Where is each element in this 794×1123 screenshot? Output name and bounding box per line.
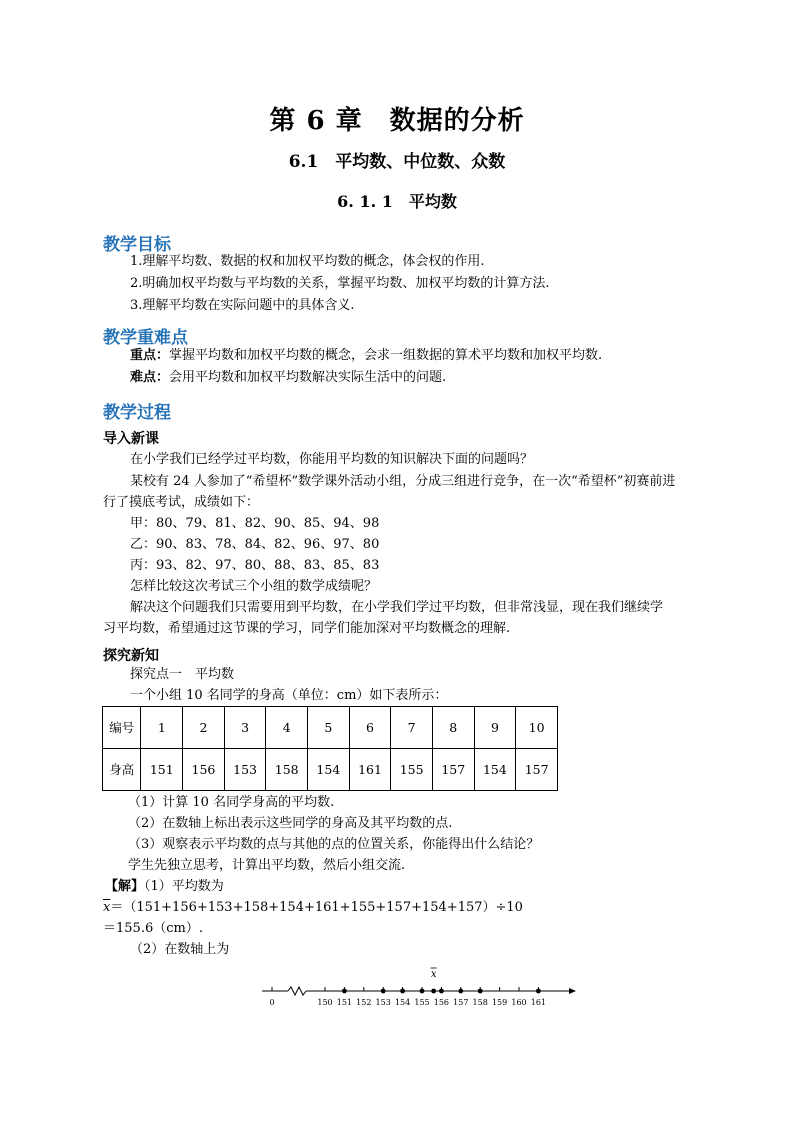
table-cell: 154 bbox=[474, 749, 516, 791]
data-point bbox=[478, 989, 483, 994]
table-cell: 155 bbox=[391, 749, 433, 791]
tick-label: 156 bbox=[433, 998, 450, 1007]
key-point bbox=[130, 346, 602, 366]
tick-label: 150 bbox=[317, 998, 333, 1007]
intro-line: 行了摸底考试，成绩如下： bbox=[103, 495, 260, 510]
data-point bbox=[458, 989, 463, 994]
table-cell: 158 bbox=[266, 749, 308, 791]
table-cell: 7 bbox=[391, 707, 433, 749]
table-cell: 153 bbox=[224, 749, 266, 791]
score-row-bing: 丙：93、82、97、80、88、83、85、83 bbox=[130, 558, 380, 573]
table-cell: 9 bbox=[474, 707, 516, 749]
data-point bbox=[400, 989, 405, 994]
goal-item: 3.理解平均数在实际问题中的具体含义. bbox=[130, 298, 355, 313]
table-intro: 一个小组 10 名同学的身高（单位：cm）如下表所示： bbox=[130, 688, 448, 703]
tick-label: 155 bbox=[414, 998, 430, 1007]
goal-item: 2.明确加权平均数与平均数的关系，掌握平均数、加权平均数的计算方法. bbox=[130, 276, 550, 291]
data-point bbox=[439, 989, 444, 994]
table-cell: 154 bbox=[308, 749, 350, 791]
goal-item: 1.理解平均数、数据的权和加权平均数的概念，体会权的作用. bbox=[130, 254, 485, 269]
table-cell: 156 bbox=[183, 749, 225, 791]
tick-label: 153 bbox=[375, 998, 391, 1007]
explore-heading: 探究新知 bbox=[103, 648, 159, 664]
intro-line: 某校有 24 人参加了“希望杯”数学课外活动小组，分成三组进行竞争，在一次“希望杯”初赛前进 bbox=[130, 474, 676, 489]
difficult-point bbox=[130, 368, 446, 388]
row-label-height: 身高 bbox=[103, 749, 141, 791]
key-text: 掌握平均数和加权平均数的概念，会求一组数据的算术平均数和加权平均数. bbox=[169, 348, 603, 363]
intro-line: 解决这个问题我们只需要用到平均数，在小学我们学过平均数，但非常浅显，现在我们继续学 bbox=[130, 600, 664, 615]
table-cell: 2 bbox=[183, 707, 225, 749]
table-row bbox=[103, 749, 558, 791]
solution-formula: ＝（151+156+153+158+154+161+155+157+154+157）÷10 bbox=[110, 900, 523, 915]
solution-text: （1）平均数为 bbox=[144, 879, 224, 894]
tick-label: 0 bbox=[269, 998, 275, 1007]
data-point bbox=[420, 989, 425, 994]
instruction: 学生先独立思考，计算出平均数，然后小组交流. bbox=[128, 858, 406, 873]
table-cell: 6 bbox=[349, 707, 391, 749]
intro-line: 在小学我们已经学过平均数，你能用平均数的知识解决下面的问题吗？ bbox=[130, 452, 534, 467]
chapter-title: 第 6 章 数据的分析 bbox=[269, 106, 525, 136]
data-point bbox=[342, 989, 347, 994]
solution-label: 【解】 bbox=[105, 879, 145, 894]
section-title: 6.1 平均数、中位数、众数 bbox=[288, 152, 506, 172]
intro-line: 怎样比较这次考试三个小组的数学成绩呢？ bbox=[130, 579, 378, 594]
tick-label: 157 bbox=[453, 998, 469, 1007]
table-cell: 10 bbox=[516, 707, 558, 749]
tick-label: 152 bbox=[356, 998, 372, 1007]
table-cell: 4 bbox=[266, 707, 308, 749]
solution-line-2 bbox=[103, 898, 523, 918]
question-1: （1）计算 10 名同学身高的平均数. bbox=[128, 795, 335, 810]
solution-line-4: （2）在数轴上为 bbox=[130, 942, 230, 957]
table-cell: 5 bbox=[308, 707, 350, 749]
tick-label: 151 bbox=[336, 998, 353, 1007]
table-cell: 8 bbox=[432, 707, 474, 749]
question-2: （2）在数轴上标出表示这些同学的身高及其平均数的点. bbox=[128, 816, 453, 831]
tick-label: 159 bbox=[491, 998, 508, 1007]
row-label-number: 编号 bbox=[103, 707, 141, 749]
point-title: 探究点一 平均数 bbox=[130, 667, 235, 682]
process-heading: 教学过程 bbox=[103, 403, 171, 423]
table-cell: 1 bbox=[141, 707, 183, 749]
goals-heading: 教学目标 bbox=[103, 235, 171, 255]
question-3: （3）观察表示平均数的点与其他的点的位置关系，你能得出什么结论？ bbox=[128, 837, 540, 852]
tick-label: 154 bbox=[394, 998, 411, 1007]
table-cell: 161 bbox=[349, 749, 391, 791]
tick-label: 158 bbox=[472, 998, 488, 1007]
x-bar-symbol: $\overline{x}$ bbox=[103, 900, 111, 915]
solution-line-1 bbox=[105, 877, 224, 897]
key-label: 重点： bbox=[130, 348, 170, 363]
data-point bbox=[381, 989, 386, 994]
table-cell: 151 bbox=[141, 749, 183, 791]
tick-label: 160 bbox=[511, 998, 527, 1007]
difficult-text: 会用平均数和加权平均数解决实际生活中的问题. bbox=[169, 370, 447, 385]
axis-arrow bbox=[569, 988, 576, 994]
table-cell: 157 bbox=[516, 749, 558, 791]
intro-heading: 导入新课 bbox=[103, 431, 159, 447]
keypoints-heading: 教学重难点 bbox=[103, 328, 188, 348]
number-line bbox=[258, 964, 578, 1014]
subsection-title: 6. 1. 1 平均数 bbox=[337, 192, 457, 211]
solution-line-3: ＝155.6（cm）. bbox=[103, 921, 203, 936]
score-row-jia: 甲：80、79、81、82、90、85、94、98 bbox=[130, 516, 380, 531]
mean-point bbox=[431, 989, 436, 994]
intro-line: 习平均数，希望通过这节课的学习，同学们能加深对平均数概念的理解. bbox=[103, 621, 511, 636]
tick-label: 161 bbox=[530, 998, 547, 1007]
difficult-label: 难点： bbox=[130, 370, 170, 385]
table-cell: 157 bbox=[432, 749, 474, 791]
axis-break bbox=[288, 987, 306, 995]
mean-label: x bbox=[430, 969, 437, 980]
table-row bbox=[103, 707, 558, 749]
height-table bbox=[102, 706, 558, 791]
score-row-yi: 乙：90、83、78、84、82、96、97、80 bbox=[130, 537, 380, 552]
data-point bbox=[536, 989, 541, 994]
table-cell: 3 bbox=[224, 707, 266, 749]
